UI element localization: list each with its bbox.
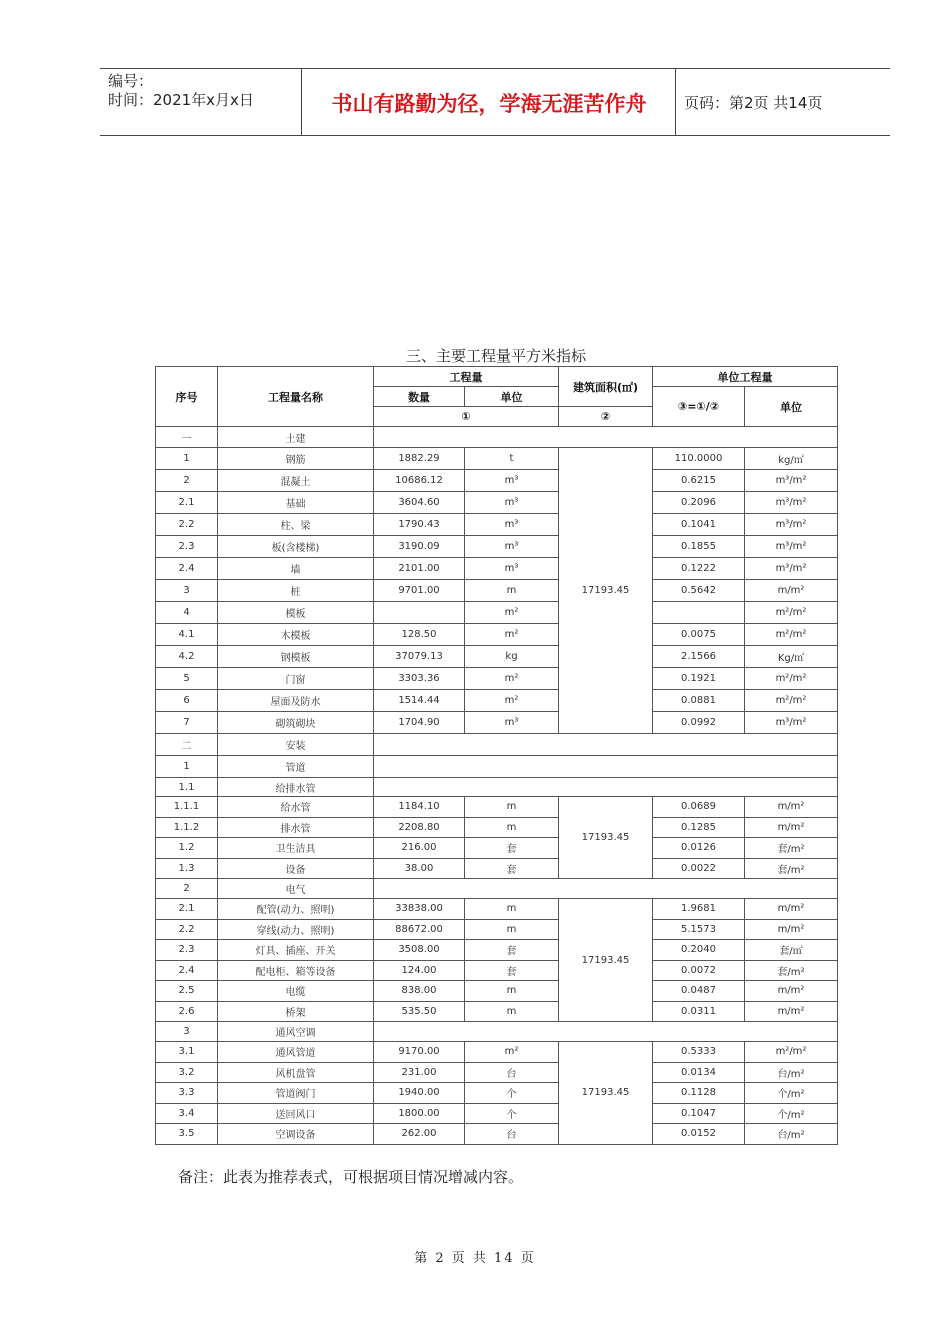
row-seq: 1.1.2 [156, 817, 218, 838]
row-unit: 台 [465, 1062, 559, 1083]
row-qty: 216.00 [374, 838, 465, 859]
row-seq: 6 [156, 690, 218, 712]
group-blank [374, 756, 838, 778]
row-name: 柱、梁 [218, 514, 374, 536]
table-row [156, 712, 838, 734]
row-unit-qty-unit: m³/m² [745, 712, 838, 734]
row-unit: m [465, 817, 559, 838]
row-unit-qty-unit: 套/m² [745, 960, 838, 981]
row-seq: 2.5 [156, 981, 218, 1002]
row-seq: 2.6 [156, 1001, 218, 1022]
row-unit-qty-unit: m²/m² [745, 690, 838, 712]
header-unit-qty-group: 单位工程量 [653, 367, 838, 387]
row-unit-qty: 0.0134 [653, 1062, 745, 1083]
row-name: 灯具、插座、开关 [218, 940, 374, 961]
row-seq: 2.1 [156, 899, 218, 920]
row-seq: 2.4 [156, 960, 218, 981]
row-name: 桥架 [218, 1001, 374, 1022]
row-unit-qty: 0.0075 [653, 624, 745, 646]
group-seq: 2 [156, 879, 218, 899]
row-unit-qty [653, 602, 745, 624]
row-unit-qty-unit: m/m² [745, 981, 838, 1002]
row-name: 墙 [218, 558, 374, 580]
row-unit-qty-unit: m³/m² [745, 470, 838, 492]
row-unit: m [465, 1001, 559, 1022]
row-unit-qty: 0.0022 [653, 858, 745, 879]
table-row [156, 899, 838, 920]
table-row [156, 1062, 838, 1083]
row-name: 空调设备 [218, 1124, 374, 1145]
row-qty: 38.00 [374, 858, 465, 879]
row-qty: 2208.80 [374, 817, 465, 838]
row-qty: 3604.60 [374, 492, 465, 514]
row-area: 17193.45 [559, 899, 653, 1022]
row-seq: 1.2 [156, 838, 218, 859]
group-name: 电气 [218, 879, 374, 899]
row-qty: 1882.29 [374, 448, 465, 470]
group-name: 给排水管 [218, 778, 374, 797]
row-unit-qty: 0.0152 [653, 1124, 745, 1145]
header-circle2: ② [559, 407, 653, 427]
row-unit: 个 [465, 1083, 559, 1104]
table-row [156, 448, 838, 470]
row-unit-qty: 0.0881 [653, 690, 745, 712]
row-seq: 2.3 [156, 940, 218, 961]
row-seq: 7 [156, 712, 218, 734]
row-unit-qty-unit: m/m² [745, 797, 838, 818]
header-quantity-group: 工程量 [374, 367, 559, 387]
group-blank [374, 734, 838, 756]
row-qty: 3508.00 [374, 940, 465, 961]
table-row [156, 1001, 838, 1022]
group-row [156, 1022, 838, 1042]
row-unit-qty-unit: 个/m² [745, 1083, 838, 1104]
row-unit: 套 [465, 838, 559, 859]
table-row [156, 580, 838, 602]
row-unit: 个 [465, 1103, 559, 1124]
row-seq: 1.3 [156, 858, 218, 879]
row-area: 17193.45 [559, 1042, 653, 1145]
row-qty: 1704.90 [374, 712, 465, 734]
row-unit-qty-unit: m/m² [745, 817, 838, 838]
table-row [156, 940, 838, 961]
row-unit-qty-unit: 台/m² [745, 1124, 838, 1145]
row-seq: 2.2 [156, 919, 218, 940]
row-unit-qty: 0.1921 [653, 668, 745, 690]
row-name: 穿线(动力、照明) [218, 919, 374, 940]
row-name: 钢筋 [218, 448, 374, 470]
header-bottom-rule [100, 135, 890, 136]
table-row [156, 514, 838, 536]
row-unit: m³ [465, 470, 559, 492]
row-name: 配管(动力、照明) [218, 899, 374, 920]
row-unit-qty-unit: m²/m² [745, 624, 838, 646]
table-row [156, 690, 838, 712]
row-name: 模板 [218, 602, 374, 624]
header-area: 建筑面积(㎡) [559, 367, 653, 407]
row-name: 通风管道 [218, 1042, 374, 1063]
row-unit-qty-unit: m³/m² [745, 492, 838, 514]
header-unit: 单位 [465, 387, 559, 407]
row-name: 给水管 [218, 797, 374, 818]
row-unit: t [465, 448, 559, 470]
row-unit-qty-unit: 套/㎡ [745, 940, 838, 961]
group-name: 安装 [218, 734, 374, 756]
row-unit-qty-unit: 台/m² [745, 1062, 838, 1083]
page-info: 页码：第2页 共14页 [684, 94, 823, 112]
row-unit: m² [465, 690, 559, 712]
row-qty: 128.50 [374, 624, 465, 646]
page-footer: 第 2 页 共 14 页 [414, 1251, 536, 1266]
row-qty: 1514.44 [374, 690, 465, 712]
row-name: 配电柜、箱等设备 [218, 960, 374, 981]
row-name: 卫生洁具 [218, 838, 374, 859]
row-name: 排水管 [218, 817, 374, 838]
row-unit-qty: 0.2096 [653, 492, 745, 514]
group-blank [374, 778, 838, 797]
table-row [156, 624, 838, 646]
row-name: 送回风口 [218, 1103, 374, 1124]
row-unit-qty: 0.0126 [653, 838, 745, 859]
row-seq: 3.5 [156, 1124, 218, 1145]
table-row [156, 558, 838, 580]
row-unit-qty: 0.1041 [653, 514, 745, 536]
table-row [156, 919, 838, 940]
row-unit: m² [465, 1042, 559, 1063]
row-unit-qty-unit: 个/m² [745, 1103, 838, 1124]
table-row [156, 858, 838, 879]
row-unit-qty-unit: 套/m² [745, 858, 838, 879]
row-unit: 台 [465, 1124, 559, 1145]
group-seq: 二 [156, 734, 218, 756]
row-qty: 33838.00 [374, 899, 465, 920]
table-row [156, 470, 838, 492]
row-unit-qty-unit: m/m² [745, 580, 838, 602]
row-unit-qty: 1.9681 [653, 899, 745, 920]
header-seq: 序号 [156, 367, 218, 427]
row-unit: m² [465, 602, 559, 624]
row-qty: 9701.00 [374, 580, 465, 602]
row-unit-qty-unit: m²/m² [745, 668, 838, 690]
row-seq: 2.2 [156, 514, 218, 536]
group-row [156, 734, 838, 756]
row-unit-qty: 110.0000 [653, 448, 745, 470]
row-unit: m³ [465, 492, 559, 514]
row-name: 基础 [218, 492, 374, 514]
row-unit: m [465, 580, 559, 602]
row-unit: m² [465, 624, 559, 646]
row-qty: 1940.00 [374, 1083, 465, 1104]
row-name: 钢模板 [218, 646, 374, 668]
row-qty: 2101.00 [374, 558, 465, 580]
row-seq: 3 [156, 580, 218, 602]
row-unit-qty: 0.1285 [653, 817, 745, 838]
table-row [156, 1083, 838, 1104]
group-row [156, 778, 838, 797]
row-unit: m² [465, 668, 559, 690]
group-blank [374, 879, 838, 899]
table-row [156, 1042, 838, 1063]
row-seq: 3.1 [156, 1042, 218, 1063]
header-unit2: 单位 [745, 387, 838, 427]
row-name: 管道阀门 [218, 1083, 374, 1104]
row-unit-qty: 0.1222 [653, 558, 745, 580]
row-seq: 5 [156, 668, 218, 690]
row-unit: m³ [465, 514, 559, 536]
row-seq: 1.1.1 [156, 797, 218, 818]
row-qty: 262.00 [374, 1124, 465, 1145]
group-row [156, 879, 838, 899]
table-row [156, 1103, 838, 1124]
row-name: 桩 [218, 580, 374, 602]
row-unit-qty-unit: m/m² [745, 1001, 838, 1022]
row-area: 17193.45 [559, 448, 653, 734]
row-seq: 2.3 [156, 536, 218, 558]
section-name: 土建 [218, 427, 374, 448]
row-unit: m³ [465, 712, 559, 734]
row-qty: 838.00 [374, 981, 465, 1002]
row-qty: 1800.00 [374, 1103, 465, 1124]
row-unit-qty: 0.0689 [653, 797, 745, 818]
quantity-index-table [155, 366, 838, 1145]
group-seq: 1 [156, 756, 218, 778]
row-seq: 2.1 [156, 492, 218, 514]
section-seq: 一 [156, 427, 218, 448]
row-unit: 套 [465, 960, 559, 981]
table-row [156, 668, 838, 690]
row-unit-qty: 2.1566 [653, 646, 745, 668]
row-unit-qty-unit: m²/m² [745, 602, 838, 624]
row-unit: m³ [465, 536, 559, 558]
row-unit-qty: 0.2040 [653, 940, 745, 961]
row-seq: 1 [156, 448, 218, 470]
row-unit: 套 [465, 858, 559, 879]
row-seq: 4.1 [156, 624, 218, 646]
table-row [156, 960, 838, 981]
table-row [156, 817, 838, 838]
row-unit: m [465, 981, 559, 1002]
table-row [156, 536, 838, 558]
row-unit-qty-unit: m/m² [745, 919, 838, 940]
row-unit-qty-unit: m³/m² [745, 536, 838, 558]
time-label: 时间：2021年x月x日 [108, 91, 254, 109]
row-name: 砌筑砌块 [218, 712, 374, 734]
row-unit: m³ [465, 558, 559, 580]
row-unit-qty: 0.1128 [653, 1083, 745, 1104]
table-row [156, 838, 838, 859]
row-qty: 3190.09 [374, 536, 465, 558]
row-name: 木模板 [218, 624, 374, 646]
row-name: 设备 [218, 858, 374, 879]
row-qty: 231.00 [374, 1062, 465, 1083]
row-name: 风机盘管 [218, 1062, 374, 1083]
table-row [156, 602, 838, 624]
row-seq: 2.4 [156, 558, 218, 580]
row-unit-qty: 0.0072 [653, 960, 745, 981]
row-name: 板(含楼梯) [218, 536, 374, 558]
group-seq: 3 [156, 1022, 218, 1042]
row-name: 屋面及防水 [218, 690, 374, 712]
group-row [156, 756, 838, 778]
row-qty [374, 602, 465, 624]
row-unit-qty: 0.0992 [653, 712, 745, 734]
header-motto: 书山有路勤为径，学海无涯苦作舟 [331, 91, 647, 116]
row-unit-qty-unit: kg/㎡ [745, 448, 838, 470]
group-name: 管道 [218, 756, 374, 778]
row-unit-qty: 0.1047 [653, 1103, 745, 1124]
row-unit-qty: 0.0311 [653, 1001, 745, 1022]
row-unit: m [465, 899, 559, 920]
row-unit: 套 [465, 940, 559, 961]
row-seq: 3.4 [156, 1103, 218, 1124]
row-name: 门窗 [218, 668, 374, 690]
row-qty: 124.00 [374, 960, 465, 981]
table-row [156, 492, 838, 514]
table-note: 备注：此表为推荐表式，可根据项目情况增减内容。 [178, 1168, 524, 1186]
row-unit-qty-unit: m³/m² [745, 558, 838, 580]
header-circle1: ① [374, 407, 559, 427]
row-qty: 10686.12 [374, 470, 465, 492]
row-unit-qty: 0.0487 [653, 981, 745, 1002]
row-unit-qty-unit: m/m² [745, 899, 838, 920]
row-qty: 9170.00 [374, 1042, 465, 1063]
row-unit-qty-unit: 套/m² [745, 838, 838, 859]
row-seq: 3.2 [156, 1062, 218, 1083]
row-unit-qty: 0.5333 [653, 1042, 745, 1063]
row-unit-qty-unit: Kg/㎡ [745, 646, 838, 668]
row-unit: m [465, 797, 559, 818]
row-unit: m [465, 919, 559, 940]
row-unit-qty-unit: m³/m² [745, 514, 838, 536]
row-unit-qty-unit: m²/m² [745, 1042, 838, 1063]
header-left [108, 72, 254, 110]
table-row [156, 797, 838, 818]
row-seq: 3.3 [156, 1083, 218, 1104]
header-top-rule [100, 68, 890, 69]
row-name: 混凝土 [218, 470, 374, 492]
row-seq: 4.2 [156, 646, 218, 668]
group-blank [374, 1022, 838, 1042]
group-name: 通风空调 [218, 1022, 374, 1042]
table-row [156, 981, 838, 1002]
row-qty: 3303.36 [374, 668, 465, 690]
row-seq: 2 [156, 470, 218, 492]
row-unit-qty: 0.6215 [653, 470, 745, 492]
row-qty: 88672.00 [374, 919, 465, 940]
header-formula: ③=①/② [653, 387, 745, 427]
row-qty: 535.50 [374, 1001, 465, 1022]
header-qty: 数量 [374, 387, 465, 407]
section-blank [374, 427, 838, 448]
row-qty: 1184.10 [374, 797, 465, 818]
row-unit-qty: 5.1573 [653, 919, 745, 940]
row-unit: kg [465, 646, 559, 668]
table-title: 三、主要工程量平方米指标 [405, 347, 586, 365]
row-unit-qty: 0.1855 [653, 536, 745, 558]
code-label: 编号： [108, 72, 154, 90]
row-name: 电缆 [218, 981, 374, 1002]
row-qty: 37079.13 [374, 646, 465, 668]
row-area: 17193.45 [559, 797, 653, 879]
row-qty: 1790.43 [374, 514, 465, 536]
table-row [156, 1124, 838, 1145]
table-row [156, 646, 838, 668]
header-name: 工程量名称 [218, 367, 374, 427]
group-seq: 1.1 [156, 778, 218, 797]
row-unit-qty: 0.5642 [653, 580, 745, 602]
row-seq: 4 [156, 602, 218, 624]
